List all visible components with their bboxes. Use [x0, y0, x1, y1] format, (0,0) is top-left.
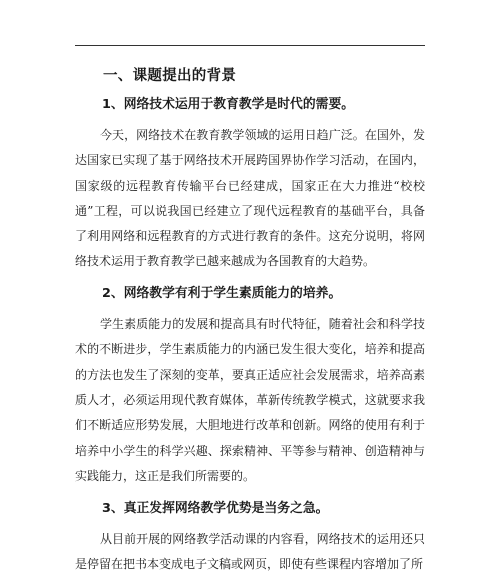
subsection-heading-1: 1、网络技术运用于教育教学是时代的需要。 — [102, 97, 355, 112]
paragraph-1: 今天，网络技术在教育教学领域的运用日趋广泛。在国外，发达国家已实现了基于网络技术开展跨国界协作学习活动，在国内，国家级的远程教育传输平台已经建成，国家正在大力推进“校校通”工程，可以说我国已经建立了现代远程教育的基础平台，具备了利用网络和远程教育的方式进行教育的条件。这充分说明，将网络技术运用于教育教学已越来越成为各国教育的大趋势。 — [75, 128, 425, 269]
section-title: 一、课题提出的背景 — [103, 68, 237, 84]
subsection-heading-2: 2、网络教学有利于学生素质能力的培养。 — [102, 285, 342, 301]
paragraph-2: 学生素质能力的发展和提高具有时代特征，随着社会和科学技术的不断进步，学生素质能力的内涵已发生很大变化，培养和提高的方法也发生了深刻的变革，要真正适应社会发展需求，培养高素质人才，必须运用现代教育媒体，革新传统教学模式，这就要求我们不断适应形势发展，大胆地进行改革和创新。网络的使用有利于培养中小学生的科学兴趣、探索精神、平等参与精神、创造精神与实践能力，这正是我们所需要的。 — [75, 316, 425, 484]
paragraph-3: 从目前开展的网络教学活动课的内容看，网络技术的运用还只是停留在把书本变成电子文稿或网页，即使有些课程内容增加了所 — [75, 531, 425, 571]
document-body — [75, 60, 425, 577]
subsection-heading-3: 3、真正发挥网络教学优势是当务之急。 — [102, 500, 329, 516]
header-rule — [75, 45, 425, 46]
